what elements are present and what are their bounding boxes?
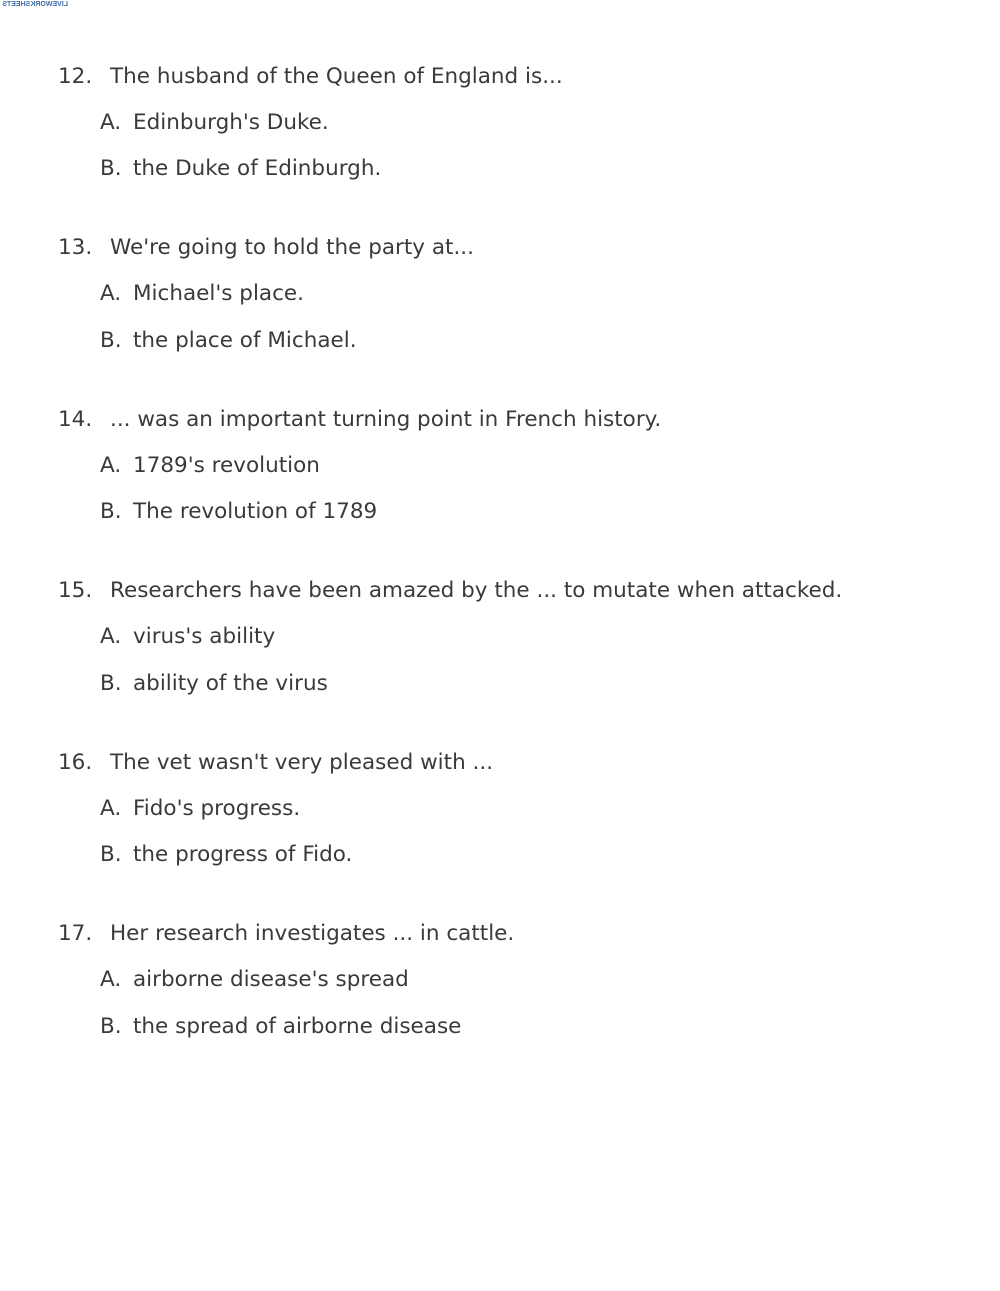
option-text: Fido's progress. (133, 795, 301, 821)
question-13 (58, 232, 958, 404)
question-15 (58, 575, 958, 747)
option-letter: A. (100, 281, 122, 306)
question-text: Her research investigates ... in cattle. (110, 921, 515, 946)
question-number: 12. (58, 63, 93, 89)
option-letter: B. (100, 327, 122, 353)
option-letter: B. (100, 1013, 122, 1039)
question-text: The vet wasn't very pleased with ... (110, 749, 494, 775)
question-17 (58, 918, 958, 1090)
option-letter: B. (100, 670, 122, 696)
option-b[interactable] (100, 153, 958, 185)
option-a[interactable] (100, 278, 958, 310)
option-text: virus's ability (133, 624, 276, 649)
question-14 (58, 403, 958, 575)
option-letter: A. (100, 795, 122, 821)
question-16 (58, 746, 958, 918)
option-text: the place of Michael. (133, 327, 357, 353)
option-b[interactable] (100, 839, 958, 871)
question-text: We're going to hold the party at... (110, 235, 474, 260)
option-b[interactable] (100, 496, 958, 528)
option-letter: B. (100, 842, 122, 867)
question-12 (58, 60, 958, 232)
option-b[interactable] (100, 324, 958, 356)
question-prompt (58, 746, 958, 778)
option-a[interactable] (100, 449, 958, 481)
option-letter: A. (100, 109, 122, 135)
option-letter: B. (100, 499, 122, 524)
question-prompt (58, 232, 958, 264)
question-prompt (58, 575, 958, 607)
option-a[interactable] (100, 964, 958, 996)
option-a[interactable] (100, 106, 958, 138)
question-number: 17. (58, 921, 93, 946)
question-number: 13. (58, 235, 93, 260)
option-text: 1789's revolution (133, 452, 320, 478)
question-prompt (58, 60, 958, 92)
option-text: airborne disease's spread (133, 967, 409, 992)
option-text: the Duke of Edinburgh. (133, 156, 382, 181)
option-b[interactable] (100, 1010, 958, 1042)
option-text: Edinburgh's Duke. (133, 109, 329, 135)
question-prompt (58, 918, 958, 950)
watermark-logo: LIVEWORKSHEETS (2, 1, 68, 8)
option-letter: A. (100, 967, 122, 992)
option-letter: A. (100, 624, 122, 649)
option-text: The revolution of 1789 (133, 499, 378, 524)
option-a[interactable] (100, 792, 958, 824)
question-list (58, 60, 958, 1089)
question-text: ... was an important turning point in French history. (110, 406, 662, 432)
question-number: 15. (58, 578, 93, 603)
option-b[interactable] (100, 667, 958, 699)
option-letter: A. (100, 452, 122, 478)
option-text: the progress of Fido. (133, 842, 353, 867)
question-text: Researchers have been amazed by the ... to mutate when attacked. (110, 578, 843, 603)
question-text: The husband of the Queen of England is... (110, 63, 563, 89)
question-number: 14. (58, 406, 93, 432)
question-number: 16. (58, 749, 93, 775)
option-text: Michael's place. (133, 281, 304, 306)
option-a[interactable] (100, 621, 958, 653)
option-letter: B. (100, 156, 122, 181)
question-prompt (58, 403, 958, 435)
option-text: ability of the virus (133, 670, 328, 696)
option-text: the spread of airborne disease (133, 1013, 462, 1039)
